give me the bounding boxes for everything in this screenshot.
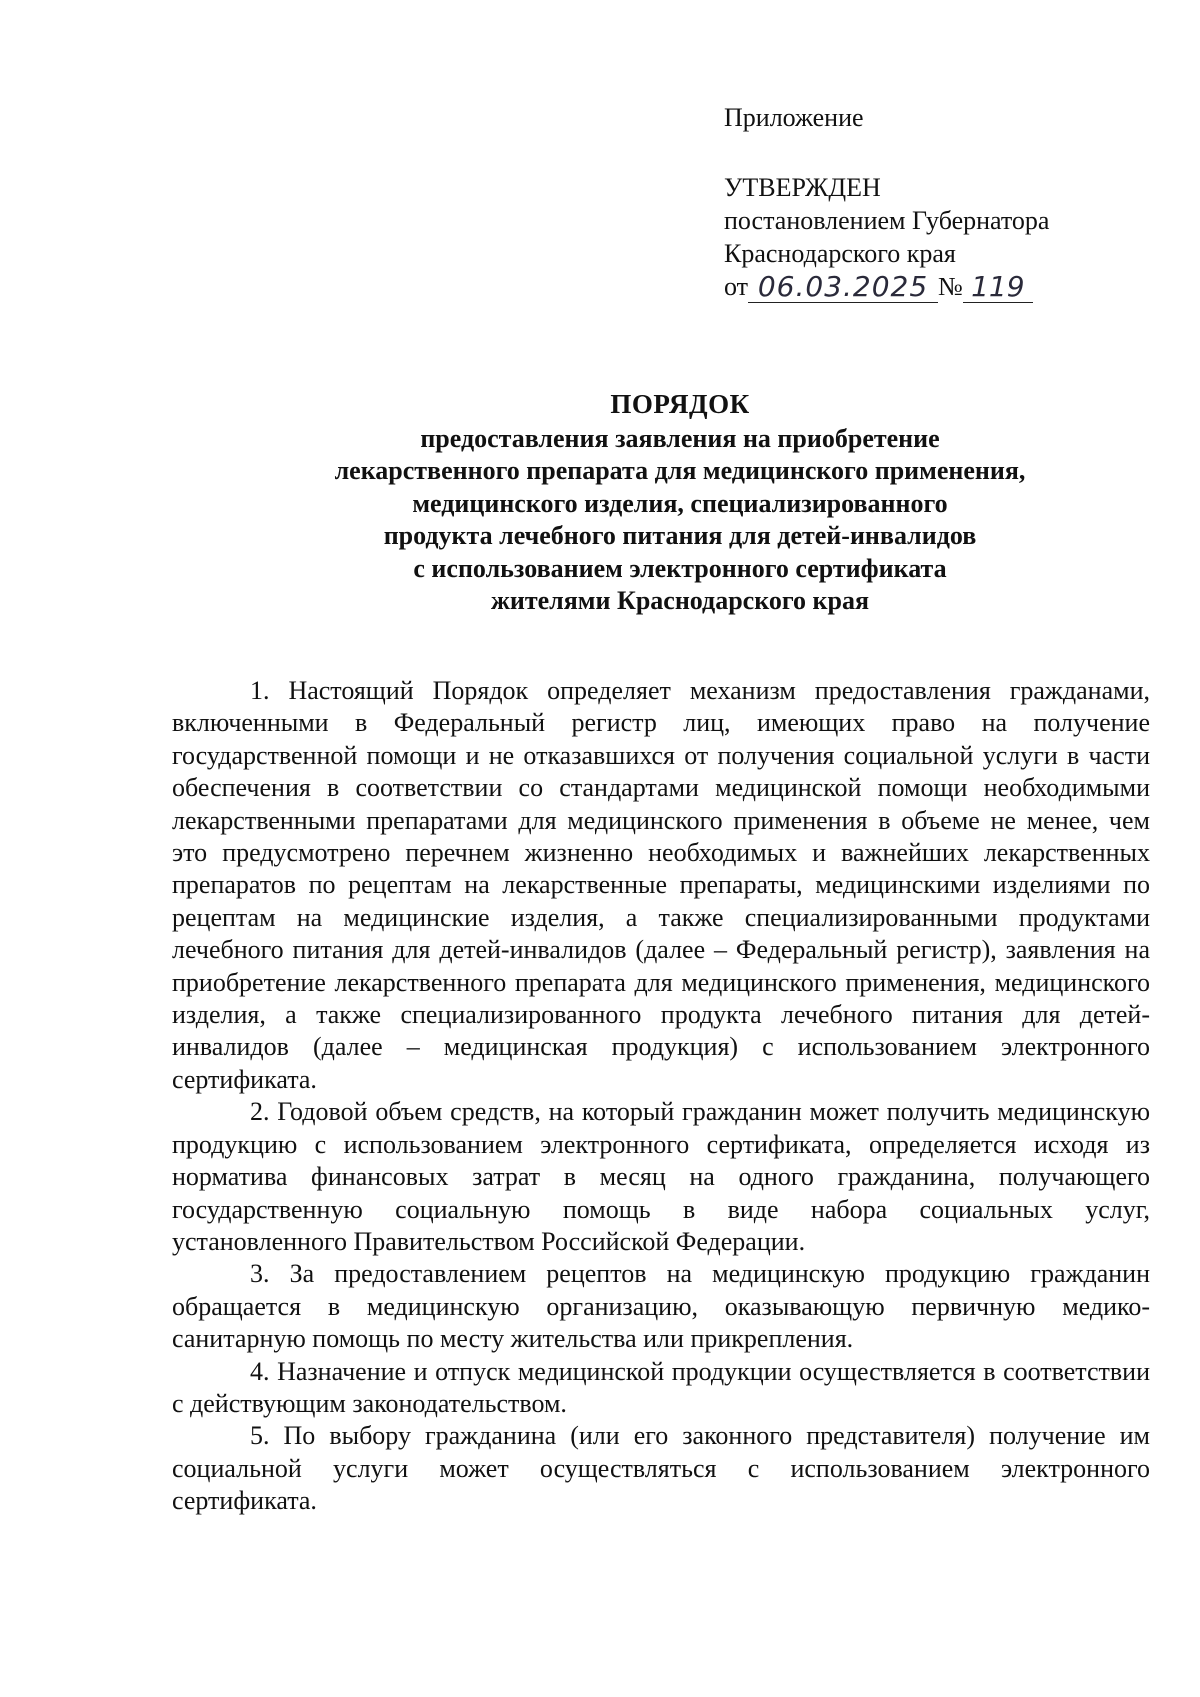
title-main: ПОРЯДОК bbox=[610, 389, 750, 419]
title-line: с использованием электронного сертификата bbox=[413, 553, 947, 583]
title-line: продукта лечебного питания для детей-инвалидов bbox=[383, 521, 977, 550]
approved-by-line-1: постановлением Губернатора bbox=[724, 206, 1050, 235]
paragraph-1: 1. Настоящий Порядок определяет механизм предоставления гражданами, включенными в Федеральный регистр лиц, имеющих право на получение государственной помощи и не отказавшихся от получения социальной услуги в части обеспечения в соответствии со стандартами медицинской помощи необходимыми лекарственными препаратами для медицинского применения в объеме не менее, чем это предусмотрено перечнем жизненно необходимых и важнейших лекарственных препаратов по рецептам на лекарственные препараты, медицинскими изделиями по рецептам на медицинские изделия, а также специализированными продуктами лечебного питания для детей-инвалидов (далее – Федеральный регистр), заявления на приобретение лекарственного препарата для медицинского применения, медицинского изделия, а также специализированного продукта лечебного питания для детей-инвалидов (далее – медицинская продукция) с использованием электронного сертификата. bbox=[172, 676, 1150, 1094]
title-line: жителями Краснодарского края bbox=[490, 586, 870, 615]
date-number-line bbox=[724, 270, 1144, 303]
approved-by-line-2: Краснодарского края bbox=[724, 239, 956, 268]
paragraph-4: 4. Назначение и отпуск медицинской продукции осуществляется в соответствии с действующим законодательством. bbox=[172, 1356, 1150, 1418]
document-title bbox=[300, 388, 1060, 618]
handwritten-number: 119 bbox=[963, 272, 1033, 303]
handwritten-date: 06.03.2025 bbox=[748, 272, 938, 303]
title-line: лекарственного препарата для медицинского применения, bbox=[334, 456, 1026, 485]
document-body bbox=[172, 675, 1150, 1518]
title-line: медицинского изделия, специализированного bbox=[412, 488, 948, 518]
annex-label: Приложение bbox=[724, 103, 864, 132]
paragraph-3: 3. За предоставлением рецептов на медицинскую продукцию гражданин обращается в медицинскую организацию, оказывающую первичную медико-санитарную помощь по месту жительства или прикрепления. bbox=[172, 1259, 1150, 1354]
approval-block bbox=[724, 101, 1144, 303]
paragraph-2: 2. Годовой объем средств, на который гражданин может получить медицинскую продукцию с использованием электронного сертификата, определяется исходя из норматива финансовых затрат в месяц на одного гражданина, получающего государственную социальную помощь в виде набора социальных услуг, установленного Правительством Российской Федерации. bbox=[172, 1097, 1150, 1256]
approved-label: УТВЕРЖДЕН bbox=[724, 173, 881, 202]
number-prefix: № bbox=[938, 272, 963, 301]
title-line: предоставления заявления на приобретение bbox=[420, 423, 940, 453]
paragraph-5: 5. По выбору гражданина (или его законного представителя) получение им социальной услуги может осуществляться с использованием электронного сертификата. bbox=[172, 1421, 1150, 1516]
date-prefix: от bbox=[724, 272, 749, 301]
